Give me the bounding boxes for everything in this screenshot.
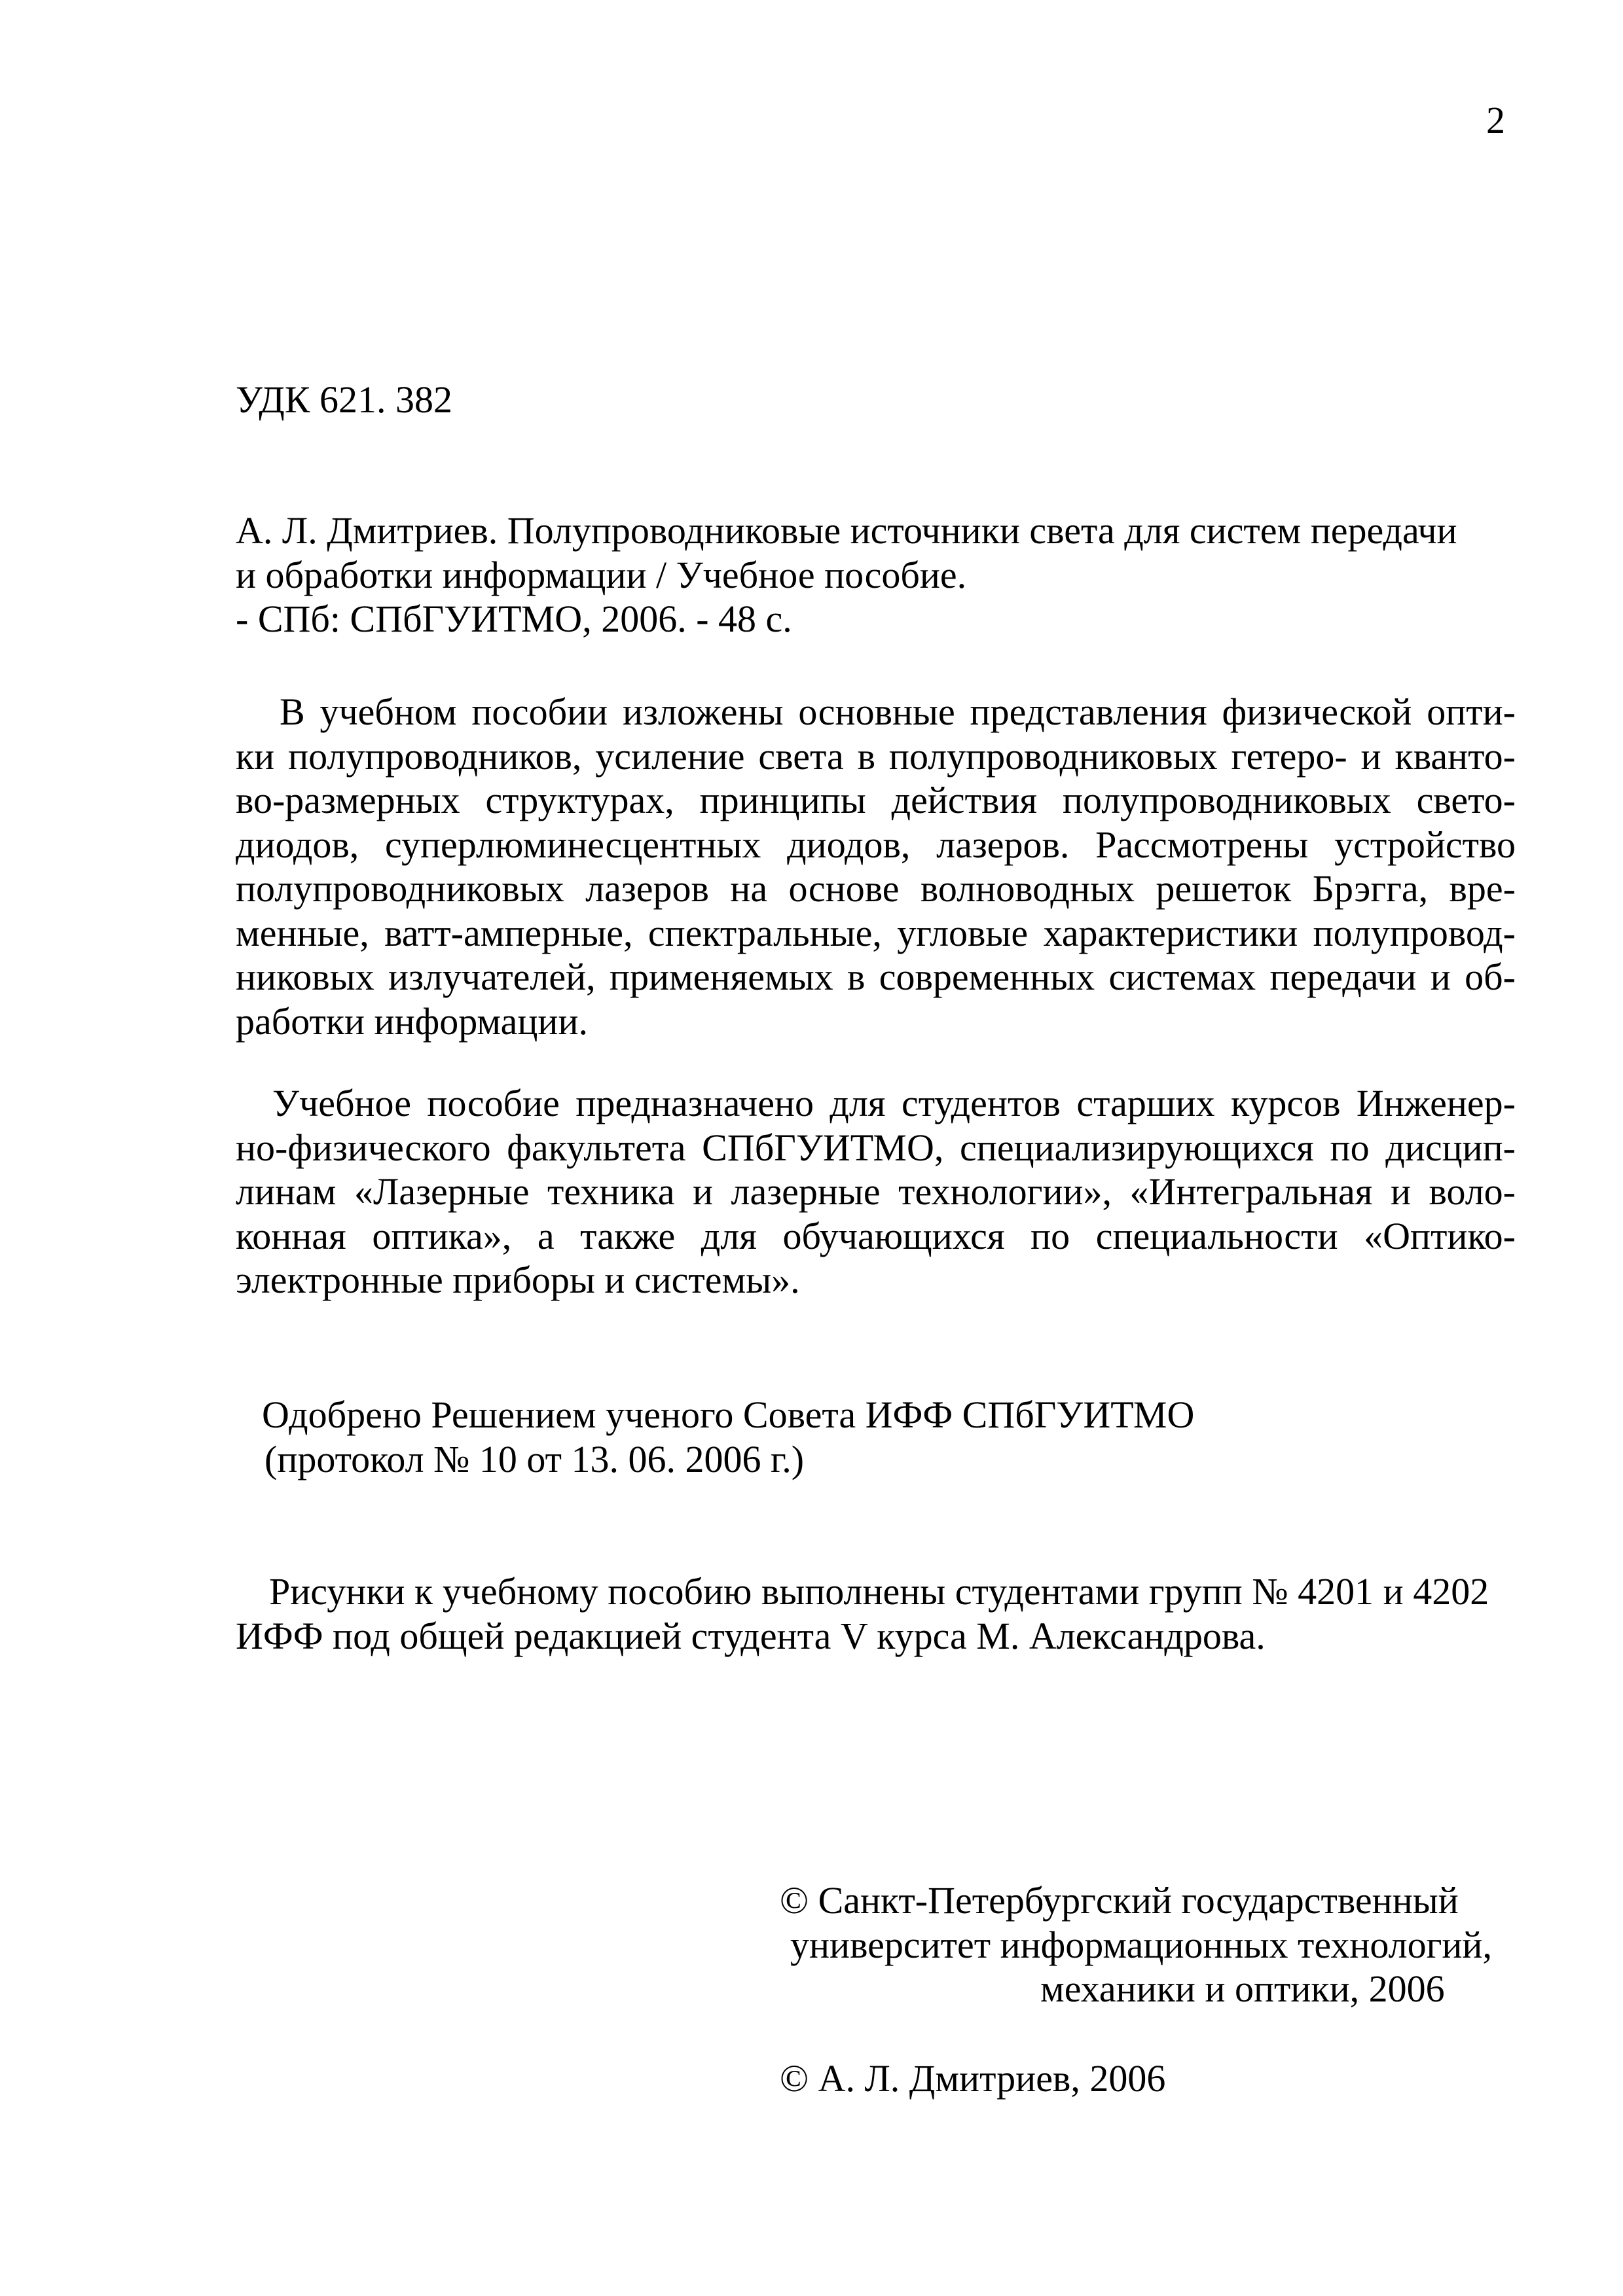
audience-paragraph bbox=[236, 1081, 1516, 1302]
copyright-line: © Санкт-Петербургский государственный bbox=[780, 1879, 1459, 1922]
copyright-line: университет информационных технологий, bbox=[790, 1923, 1492, 1966]
abstract-line: менные, ватт-амперные, спектральные, угловые характеристики полупровод- bbox=[236, 911, 1516, 954]
illustrations-note bbox=[236, 1570, 1516, 1658]
abstract-paragraph bbox=[236, 690, 1516, 1043]
copyright-university bbox=[780, 1878, 1492, 2011]
audience-line: электронные приборы и системы». bbox=[236, 1259, 800, 1301]
audience-line: линам «Лазерные техника и лазерные технологии», «Интегральная и воло- bbox=[236, 1170, 1516, 1213]
approval-line: Одобрено Решением ученого Совета ИФФ СПбГУИТМО bbox=[262, 1393, 1195, 1436]
illustrations-line: ИФФ под общей редакцией студента V курса М. Александрова. bbox=[236, 1614, 1266, 1657]
citation-line: - СПб: СПбГУИТМО, 2006. - 48 с. bbox=[236, 598, 792, 640]
abstract-line: никовых излучателей, применяемых в современных системах передачи и об- bbox=[236, 956, 1516, 998]
abstract-line: во-размерных структурах, принципы действия полупроводниковых свето- bbox=[236, 779, 1516, 821]
approval-note bbox=[262, 1393, 1194, 1481]
abstract-line: ки полупроводников, усиление света в полупроводниковых гетеро- и кванто- bbox=[236, 734, 1516, 778]
abstract-line: работки информации. bbox=[236, 999, 589, 1043]
illustrations-line: Рисунки к учебному пособию выполнены студентами групп № 4201 и 4202 bbox=[269, 1570, 1489, 1613]
abstract-line: диодов, суперлюминесцентных диодов, лазеров. Рассмотрены устройство bbox=[236, 823, 1516, 866]
bibliographic-citation bbox=[236, 509, 1516, 641]
udk-code: УДК 621. 382 bbox=[236, 378, 452, 421]
citation-line: А. Л. Дмитриев. Полупроводниковые источники света для систем передачи bbox=[236, 509, 1457, 552]
audience-line: но-физического факультета СПбГУИТМО, специализирующихся по дисцип- bbox=[236, 1126, 1516, 1169]
approval-line: (протокол № 10 от 13. 06. 2006 г.) bbox=[264, 1437, 805, 1480]
copyright-line: механики и оптики, 2006 bbox=[1040, 1967, 1445, 2010]
copyright-author: © А. Л. Дмитриев, 2006 bbox=[780, 2057, 1166, 2100]
audience-line: Учебное пособие предназначено для студентов старших курсов Инженер- bbox=[272, 1082, 1516, 1124]
audience-line: конная оптика», а также для обучающихся по специальности «Оптико- bbox=[236, 1214, 1516, 1257]
page-number: 2 bbox=[1486, 99, 1505, 141]
abstract-line: полупроводниковых лазеров на основе волноводных решеток Брэгга, вре- bbox=[236, 867, 1516, 910]
citation-line: и обработки информации / Учебное пособие. bbox=[236, 553, 967, 596]
abstract-line: В учебном пособии изложены основные представления физической опти- bbox=[280, 691, 1516, 733]
